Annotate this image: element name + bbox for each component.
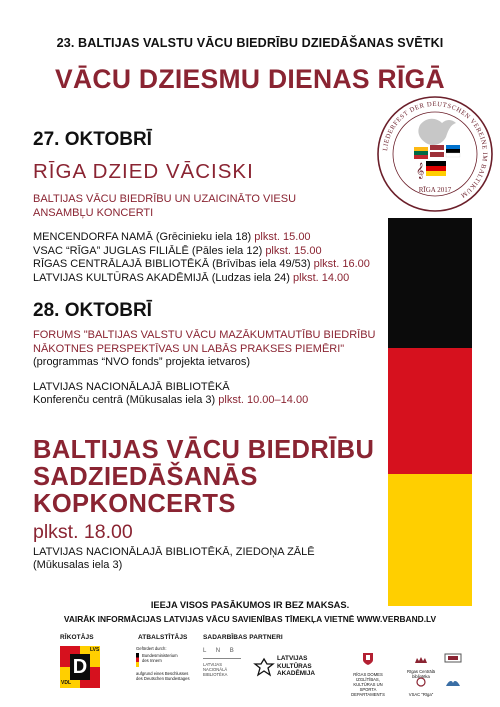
partners-label: SADARBĪBAS PARTNERI xyxy=(203,634,283,641)
flag-black-stripe xyxy=(388,218,472,348)
forum-note: (programmas “NVO fonds” projekta ietvaros) xyxy=(33,356,251,368)
riga-dome-logo xyxy=(346,652,390,697)
venue-item xyxy=(33,272,370,286)
day2-library: LATVIJAS NACIONĀLAJĀ BIBLIOTĒKĀ xyxy=(33,381,230,393)
lnb-logo xyxy=(203,648,243,688)
vsac-text: VSAC "Rīga" xyxy=(408,692,434,697)
forum-line2: NĀKOTNES PERSPEKTĪVAS UN LABĀS PRAKSES PIEMĒRI" xyxy=(33,342,345,355)
supporter-label: ATBALSTĪTĀJS xyxy=(138,634,188,641)
concert-title xyxy=(33,437,374,518)
library-crown-icon xyxy=(414,656,428,664)
concert-address: (Mūkusalas iela 3) xyxy=(33,559,123,571)
day2-room: Konferenču centrā (Mūkusalas iela 3) xyxy=(33,394,216,406)
venue-time: plkst. 15.00 xyxy=(254,231,311,243)
page-title: VĀCU DZIESMU DIENAS RĪGĀ xyxy=(54,64,445,94)
lka-text-1: LATVIJAS xyxy=(277,655,308,662)
concert-time: plkst. 18.00 xyxy=(33,521,133,543)
more-info-line: VAIRĀK INFORMĀCIJAS LATVIJAS VĀCU SAVIENĪBAS TĪMEKĻA VIETNĒ WWW.VERBAND.LV xyxy=(63,614,437,624)
partner-shield-icon xyxy=(444,652,462,666)
lnb-letters: L N B xyxy=(203,648,238,654)
concert-title-line1: BALTIJAS VĀCU BIEDRĪBU xyxy=(33,436,375,464)
organizer-label: RĪKOTĀJS xyxy=(60,634,94,641)
vdl-letter: D xyxy=(70,654,90,680)
riga-coat-of-arms-icon xyxy=(362,652,374,666)
bmi-logo xyxy=(136,646,192,696)
seal-city-year: RĪGA 2017 xyxy=(418,186,452,194)
day1-venue-list xyxy=(33,231,370,285)
day1-desc-line2: ANSAMBĻU KONCERTI xyxy=(33,206,154,219)
day2-date: 28. OKTOBRĪ xyxy=(33,300,152,321)
venue-item xyxy=(33,245,370,259)
seal-ring-text: LIEDERFEST DER DEUTSCHEN VEREINE IM BALTIKUM xyxy=(382,100,489,200)
lka-text-2: KULTŪRAS xyxy=(277,662,312,670)
partner-emblem-bottom xyxy=(444,676,462,690)
lka-emblem-icon xyxy=(253,657,275,679)
partner-wave-icon xyxy=(444,676,462,690)
flag-red-stripe xyxy=(388,348,472,474)
vdl-logo xyxy=(60,646,100,688)
flag-gold-stripe xyxy=(388,474,472,606)
day2-room-time: plkst. 10.00–14.00 xyxy=(218,394,309,406)
vdl-small-bottom: VDL xyxy=(61,680,71,686)
festival-line: 23. BALTIJAS VALSTU VĀCU BIEDRĪBU DZIEDĀŠANAS SVĒTKI xyxy=(56,36,444,50)
day2-room-line xyxy=(33,394,308,408)
bmi-bottom-text: aufgrund eines Beschlusses des Deutschen Bundestages xyxy=(136,671,190,681)
lka-text-3: AKADĒMIJA xyxy=(277,670,315,677)
concert-title-line3: KOPKONCERTS xyxy=(33,490,236,518)
venue-time: plkst. 15.00 xyxy=(265,244,322,257)
lnb-text: LATVIJAS NACIONĀLĀ BIBLIOTĒKA xyxy=(203,662,228,677)
liederfest-seal-logo xyxy=(376,95,494,213)
day1-desc-line1: BALTIJAS VĀCU BIEDRĪBU UN UZAICINĀTO VIESU xyxy=(33,193,297,205)
day1-description xyxy=(33,193,296,220)
vsac-emblem-icon xyxy=(415,677,427,687)
venue-place: RĪGAS CENTRĀLAJĀ BIBLIOTĒKĀ (Brīvības iela 49/53) xyxy=(33,258,311,270)
venue-time: plkst. 14.00 xyxy=(293,271,350,284)
concert-place: LATVIJAS NACIONĀLAJĀ BIBLIOTĒKĀ, ZIEDOŅA ZĀLĒ xyxy=(33,546,315,558)
bmi-top-text: Gefördert durch: xyxy=(136,646,167,651)
svg-text:𝄞: 𝄞 xyxy=(416,163,425,179)
concert-title-line2: SADZIEDĀŠANĀS xyxy=(33,463,258,491)
lka-logo xyxy=(253,655,313,689)
partner-emblem-top xyxy=(444,652,462,666)
lka-text xyxy=(277,655,315,678)
venue-place: VSAC “RĪGA” JUGLAS FILIĀLĒ (Pāles iela 12) xyxy=(33,244,263,257)
free-entry-notice: IEEJA VISOS PASĀKUMOS IR BEZ MAKSAS. xyxy=(150,600,350,610)
venue-item xyxy=(33,258,370,272)
riga-dome-text: RĪGAS DOMES IZGLĪTĪBAS, KULTŪRAS UN SPORTA DEPARTAMENTS xyxy=(351,672,385,697)
venue-place: LATVIJAS KULTŪRAS AKADĒMIJĀ (Ludzas iela 24) xyxy=(33,271,290,284)
riga-library-logo xyxy=(404,651,438,679)
riga-library-text: Rīgas Centrālā bibliotēka xyxy=(407,669,435,679)
venue-item xyxy=(33,231,370,245)
day1-subtitle: RĪGA DZIED VĀCISKI xyxy=(33,160,254,183)
day1-date: 27. OKTOBRĪ xyxy=(33,129,152,150)
vdl-small-top: LVS xyxy=(90,647,100,653)
venue-place: MENCENDORFA NAMĀ (Grēcinieku iela 18) xyxy=(33,231,252,243)
vsac-logo xyxy=(404,674,438,696)
venue-time: plkst. 16.00 xyxy=(313,258,370,270)
forum-line1: FORUMS "BALTIJAS VALSTU VĀCU MAZĀKUMTAUTĪBU BIEDRĪBU xyxy=(33,329,376,341)
forum-title xyxy=(33,329,376,356)
bmi-name: Bundesministerium des Innern xyxy=(142,653,178,663)
